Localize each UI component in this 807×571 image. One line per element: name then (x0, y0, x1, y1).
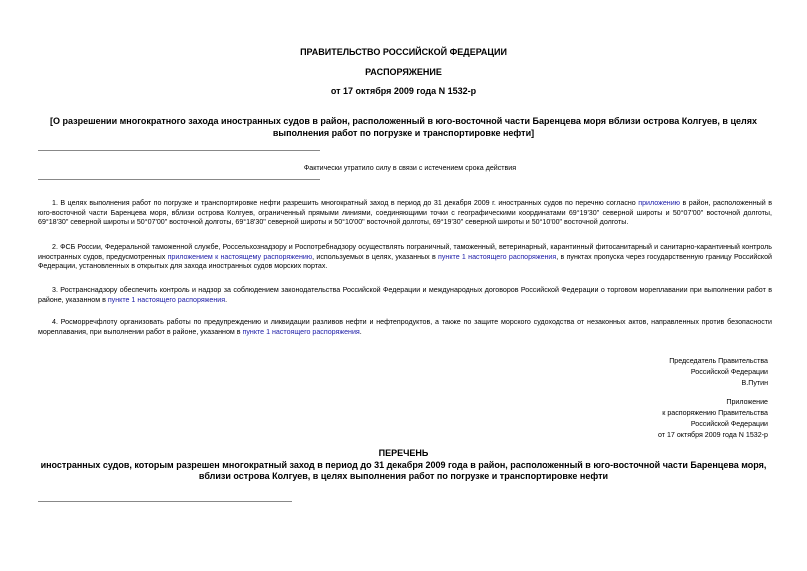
paragraph-2-text-b: , используемых в целях, указанных в (312, 252, 439, 261)
appendix-title: Приложение (726, 398, 768, 406)
list-subtitle (0, 460, 807, 482)
link-appendix[interactable]: приложению (638, 199, 680, 207)
list-subtitle-line-2: вблизи острова Колгуев, в целях выполнения работ по погрузке и транспортировке нефти (198, 471, 609, 481)
document-title (0, 115, 807, 139)
paragraph-4 (38, 318, 772, 337)
link-point-1[interactable]: пункте 1 настоящего распоряжения (242, 327, 360, 336)
signature-block (669, 356, 768, 389)
paragraph-3-text-b: . (225, 295, 228, 304)
paragraph-2 (38, 243, 772, 272)
paragraph-2-text-c: , в пунктах пропуска через государственную границу Российской Федерации, установленных в открытых для захода иностранных судов морских портах. (38, 252, 772, 271)
paragraph-3 (38, 286, 772, 305)
appendix-line-1: к распоряжению Правительства (662, 409, 768, 417)
paragraph-1 (38, 199, 772, 228)
divider-bottom (38, 179, 320, 180)
document-title-line-2: выполнения работ по погрузке и транспортировке нефти] (272, 128, 535, 138)
document-type: РАСПОРЯЖЕНИЕ (365, 67, 442, 77)
paragraph-1-text-a: 1. В целях выполнения работ по погрузке и транспортировке нефти разрешить многократный заход в период до 31 декабря 2009 г. иностранных судов по перечню согласно (52, 199, 639, 207)
appendix-block (658, 397, 768, 441)
link-appendix-order[interactable]: приложением к настоящему распоряжению (167, 252, 313, 261)
appendix-line-3: от 17 октября 2009 года N 1532-р (657, 431, 768, 439)
appendix-line-2: Российской Федерации (690, 420, 768, 428)
signature-position-1: Председатель Правительства (669, 357, 768, 365)
paragraph-1-text-b: в район, расположенный в юго-восточной части Баренцева моря, вблизи острова Колгуев, ограниченный прямыми линиями, соединяющими точки с географическими координатами 69°19'30" северной широты и 50°07'00" восточной долготы, 69°18'30" северной широты и 50°07'00" восточной долготы, 69°18'30" северной широты и 50°10'00" восточной долготы, 69°19'30" северной широты и 50°10'00" восточной долготы. (38, 199, 772, 227)
list-subtitle-line-1: иностранных судов, которым разрешен многократный заход в период до 31 декабря 2009 года в район, расположенный в юго-восточной части Баренцева моря, (40, 460, 767, 470)
list-heading: ПЕРЕЧЕНЬ (378, 448, 429, 458)
status-note: Фактически утратило силу в связи с истечением срока действия (303, 164, 517, 172)
link-point-1[interactable]: пункте 1 настоящего распоряжения (438, 252, 557, 261)
paragraph-4-text-b: . (359, 327, 362, 336)
divider-top (38, 150, 320, 151)
paragraph-4-text-a: 4. Росморречфлоту организовать работы по предупреждению и ликвидации разливов нефти и нефтепродуктов, а также по защите морского судоходства от незаконных актов, направленных против безопасности мореплавания, при выполнении работ в районе, указанном в (38, 318, 772, 336)
signature-position-2: Российской Федерации (690, 368, 768, 376)
paragraph-3-text-a: 3. Ространснадзору обеспечить контроль и надзор за соблюдением законодательства Российской Федерации и международных договоров Российской Федерации о торговом мореплавании при выполнении работ в районе, указанном в (38, 286, 772, 304)
divider-list (38, 501, 292, 502)
document-title-line-1: [О разрешении многократного захода иностранных судов в район, расположенный в юго-восточной части Баренцева моря вблизи острова Колгуев, в целях (50, 116, 757, 126)
government-heading: ПРАВИТЕЛЬСТВО РОССИЙСКОЙ ФЕДЕРАЦИИ (300, 47, 507, 57)
document-date-number: от 17 октября 2009 года N 1532-р (330, 86, 477, 96)
signature-name: В.Путин (741, 379, 768, 387)
paragraph-2-text-a: 2. ФСБ России, Федеральной таможенной службе, Россельхознадзору и Роспотребнадзору осуществлять пограничный, таможенный, ветеринарный, карантинный фитосанитарный и санитарно-карантинный контроль иностранных судов, предусмотренных (38, 243, 772, 261)
link-point-1[interactable]: пункте 1 настоящего распоряжения (107, 295, 226, 304)
